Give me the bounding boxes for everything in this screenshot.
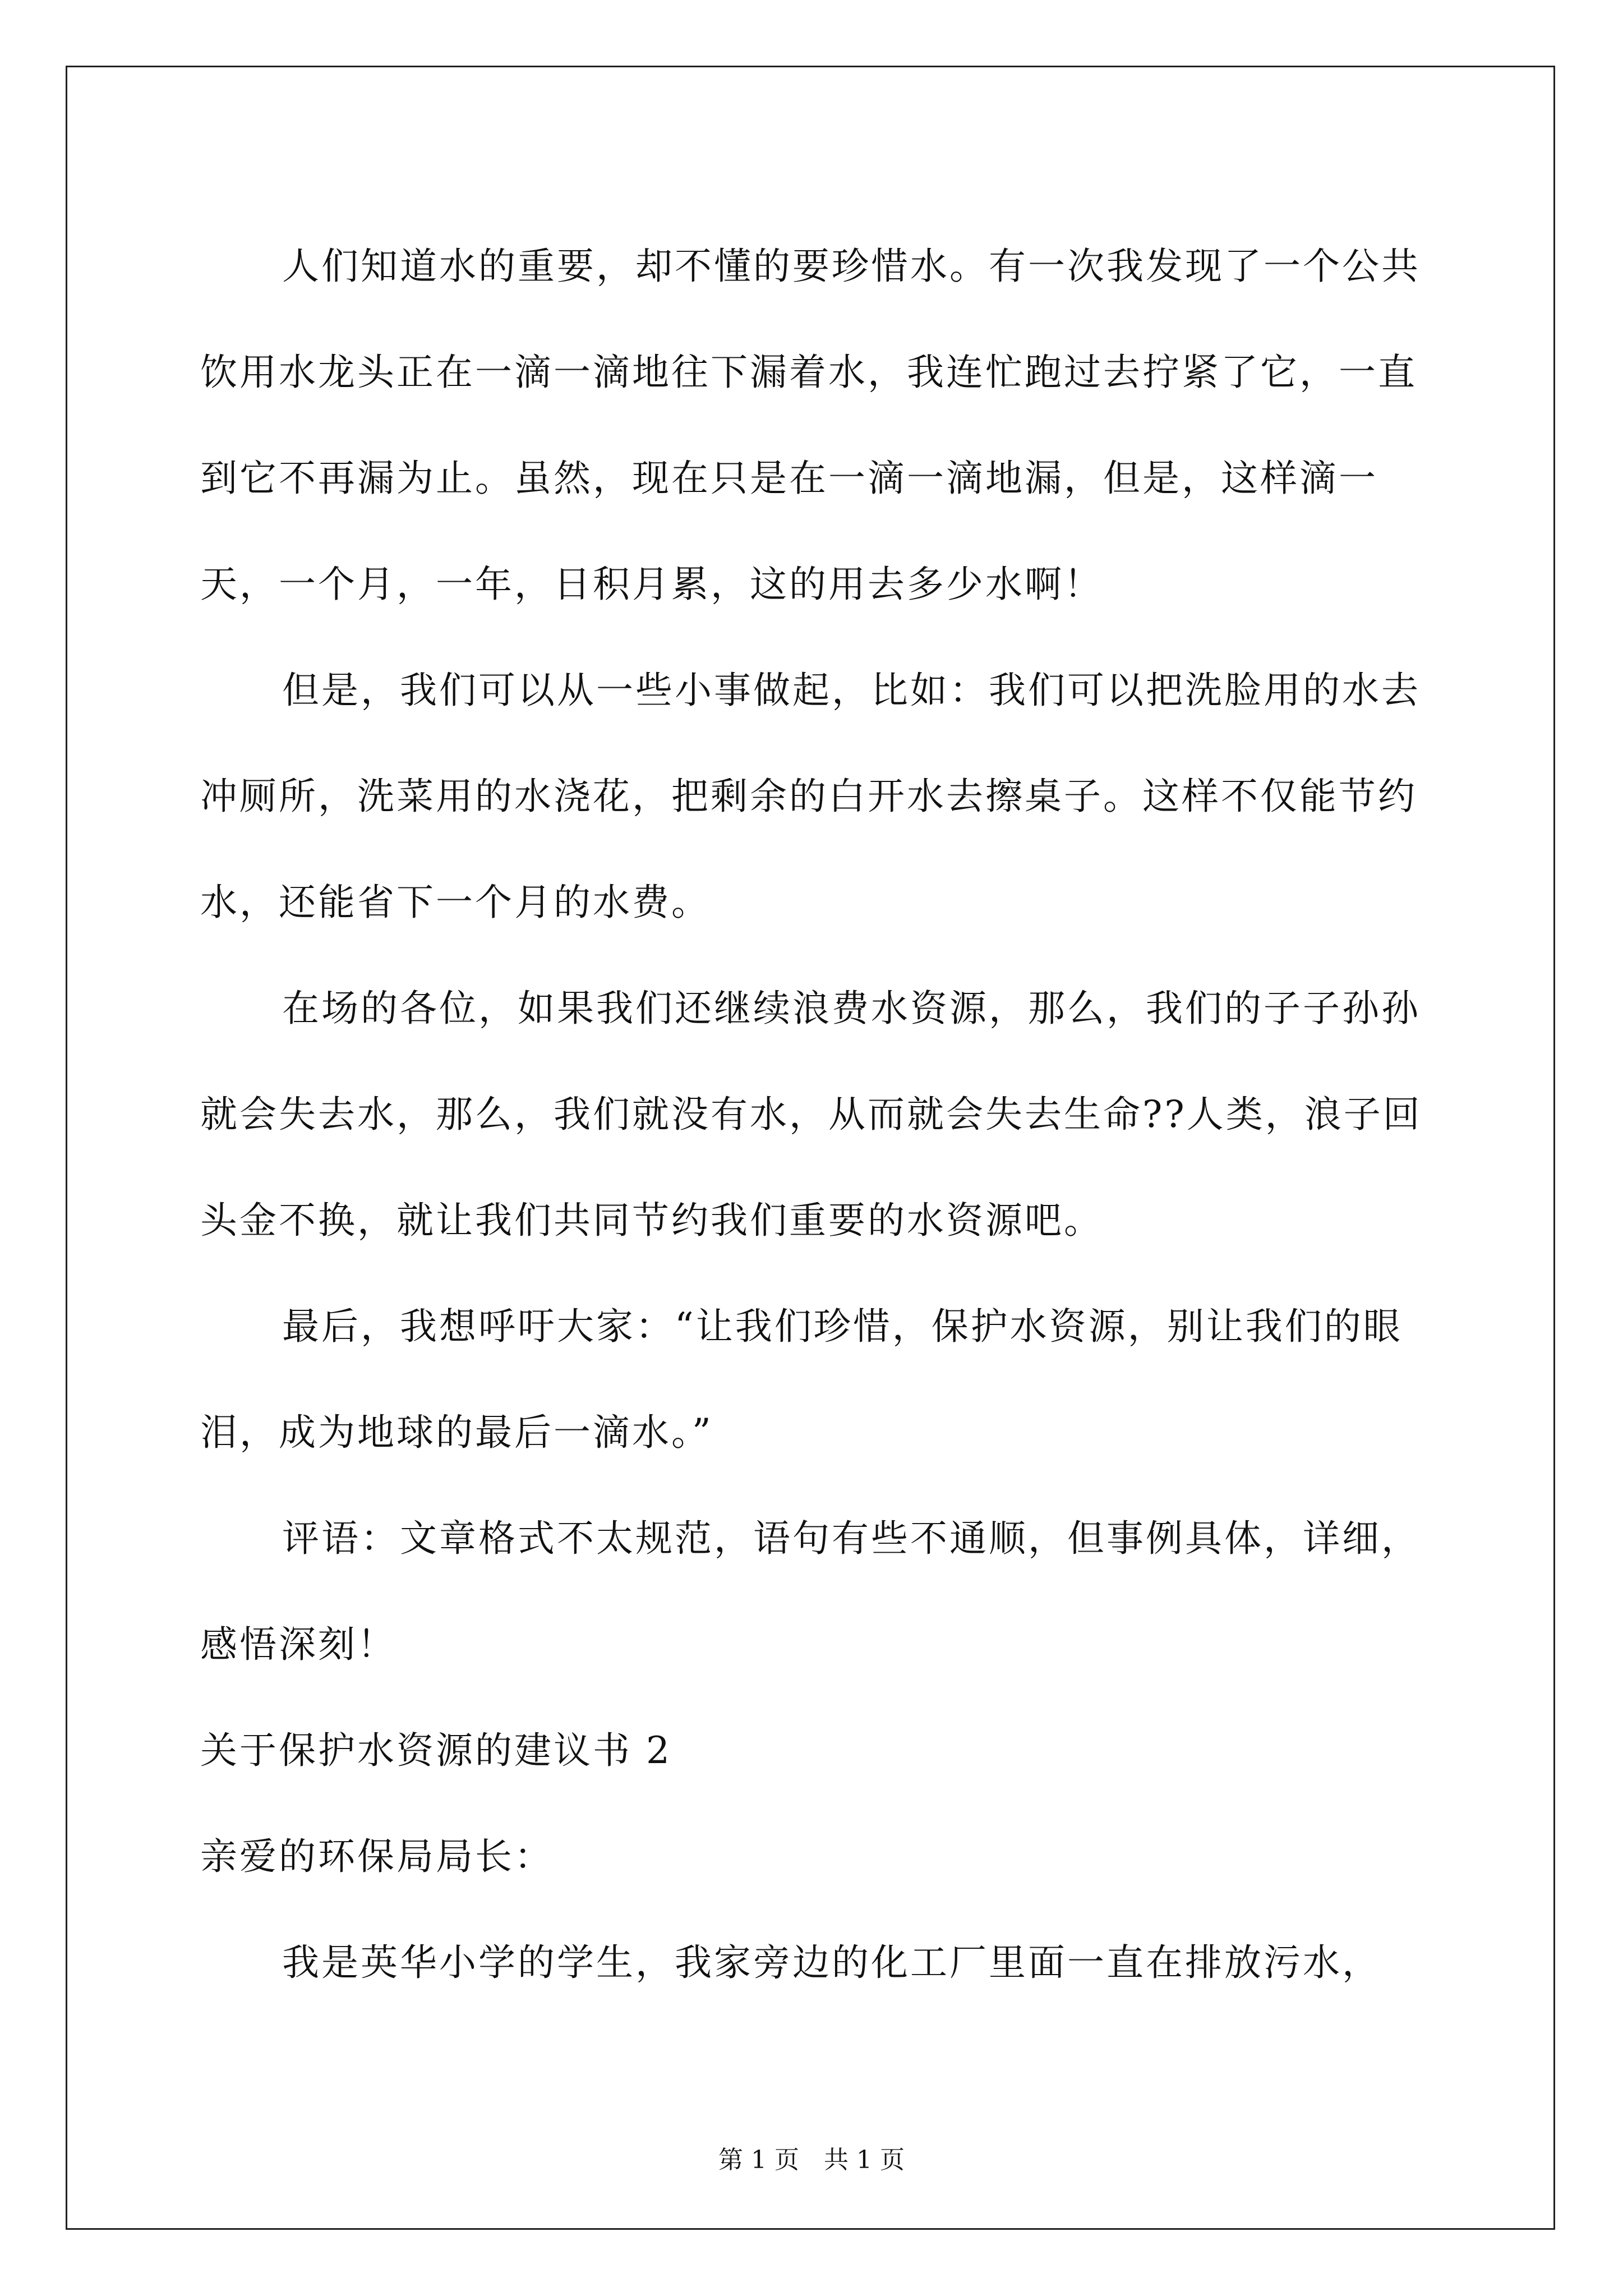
- paragraph-teacher-comment: 评语：文章格式不太规范，语句有些不通顺，但事例具体，详细，感悟深刻！: [200, 1517, 1421, 1666]
- document-body: [200, 213, 1434, 2016]
- paragraph-letter-opening: 我是英华小学的学生，我家旁边的化工厂里面一直在排放污水，: [282, 1941, 1381, 1984]
- section-heading: 关于保护水资源的建议书 2: [200, 1729, 672, 1772]
- letter-salutation: 亲爱的环保局局长：: [200, 1835, 554, 1878]
- page-number-footer: 第 1 页 共 1 页: [718, 2146, 905, 2174]
- paragraph-water-waste-story: 人们知道水的重要，却不懂的要珍惜水。有一次我发现了一个公共饮用水龙头正在一滴一滴地往下漏着水，我连忙跑过去拧紧了它，一直到它不再漏为止。虽然，现在只是在一滴一滴地漏，但是，这样滴一天，一个月，一年，日积月累，这的用去多少水啊！: [200, 245, 1421, 606]
- paragraph-closing-call: 最后，我想呼吁大家：“让我们珍惜，保护水资源，别让我们的眼泪，成为地球的最后一滴水。”: [200, 1305, 1403, 1454]
- paragraph-appeal-future: 在场的各位，如果我们还继续浪费水资源，那么，我们的子子孙孙就会失去水，那么，我们就没有水，从而就会失去生命??人类，浪子回头金不换，就让我们共同节约我们重要的水资源吧。: [200, 987, 1422, 1242]
- paragraph-saving-tips: 但是，我们可以从一些小事做起，比如：我们可以把洗脸用的水去冲厕所，洗菜用的水浇花，把剩余的白开水去擦桌子。这样不仅能节约水，还能省下一个月的水费。: [200, 669, 1421, 924]
